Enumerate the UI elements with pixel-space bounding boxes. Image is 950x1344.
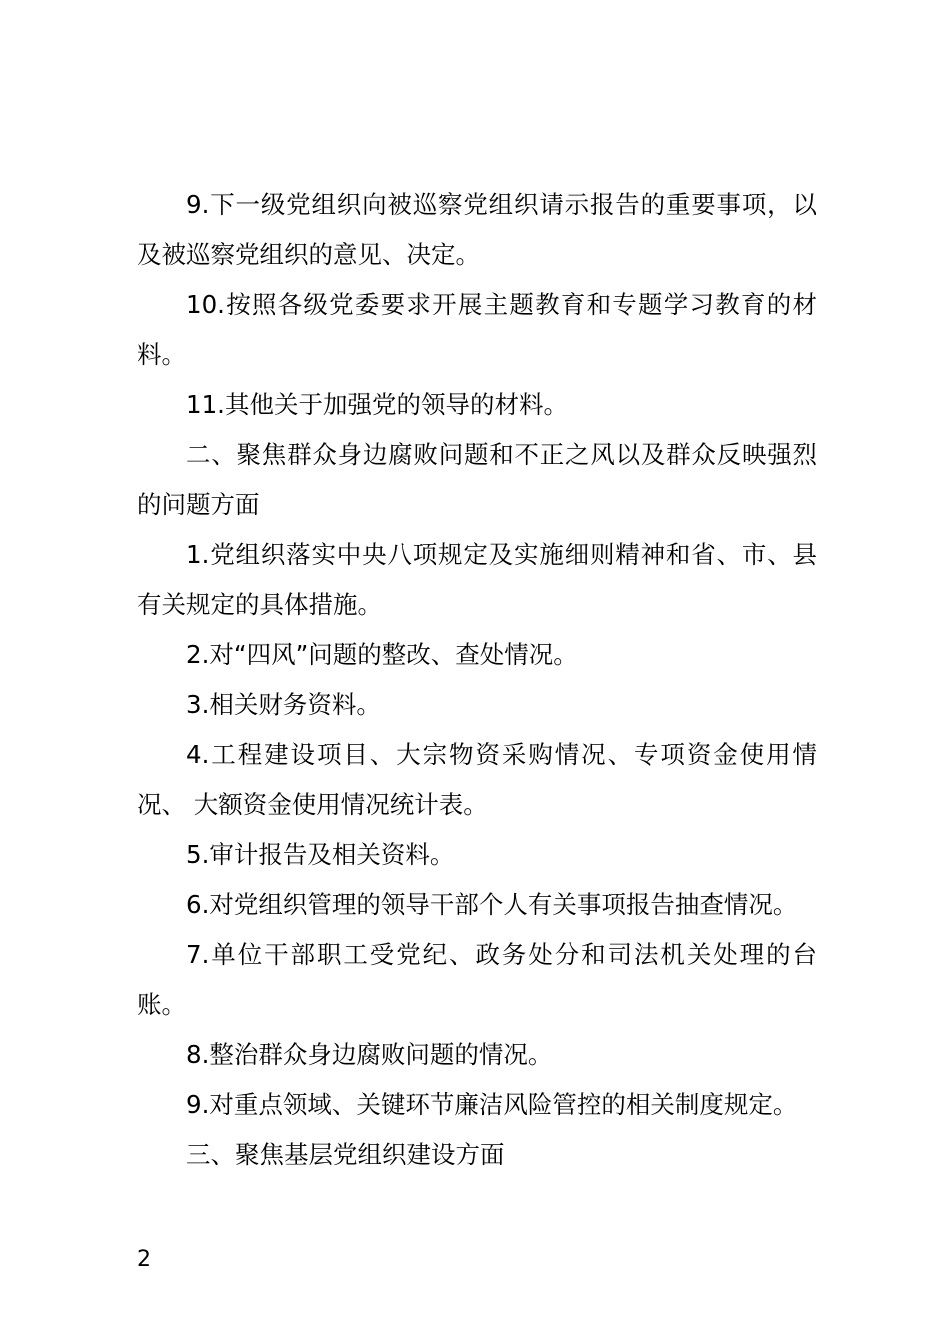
paragraph-item-4-projects-funds: 4.工程建设项目、大宗物资采购情况、专项资金使用情况、 大额资金使用情况统计表。 (137, 740, 817, 819)
paragraph-item-2-four-winds: 2.对“四风”问题的整改、查处情况。 (186, 640, 578, 669)
paragraph-item-8-corruption-rectification: 8.整治群众身边腐败问题的情况。 (186, 1040, 553, 1069)
page-number: 2 (137, 1247, 151, 1272)
paragraph-item-6-personal-matters: 6.对党组织管理的领导干部个人有关事项报告抽查情况。 (186, 890, 798, 919)
paragraph-item-9-risk-control: 9.对重点领域、关键环节廉洁风险管控的相关制度规定。 (186, 1090, 798, 1119)
section-heading-2: 二、聚焦群众身边腐败问题和不正之风以及群众反映强烈的问题方面 (137, 440, 817, 519)
paragraph-item-1-eight-rules: 1.党组织落实中央八项规定及实施细则精神和省、市、县有关规定的具体措施。 (137, 540, 817, 619)
paragraph-item-10-education-materials: 10.按照各级党委要求开展主题教育和专题学习教育的材料。 (137, 290, 817, 369)
document-body (137, 180, 817, 1180)
paragraph-item-5-audit-report: 5.审计报告及相关资料。 (186, 840, 455, 869)
paragraph-item-3-financial-data: 3.相关财务资料。 (186, 690, 381, 719)
paragraph-item-11-other-materials: 11.其他关于加强党的领导的材料。 (186, 390, 568, 419)
paragraph-item-9-report-matters: 9.下一级党组织向被巡察党组织请示报告的重要事项，以及被巡察党组织的意见、决定。 (137, 190, 817, 269)
paragraph-item-7-discipline-ledger: 7.单位干部职工受党纪、政务处分和司法机关处理的台账。 (137, 940, 817, 1019)
section-heading-3: 三、聚焦基层党组织建设方面 (186, 1140, 505, 1169)
